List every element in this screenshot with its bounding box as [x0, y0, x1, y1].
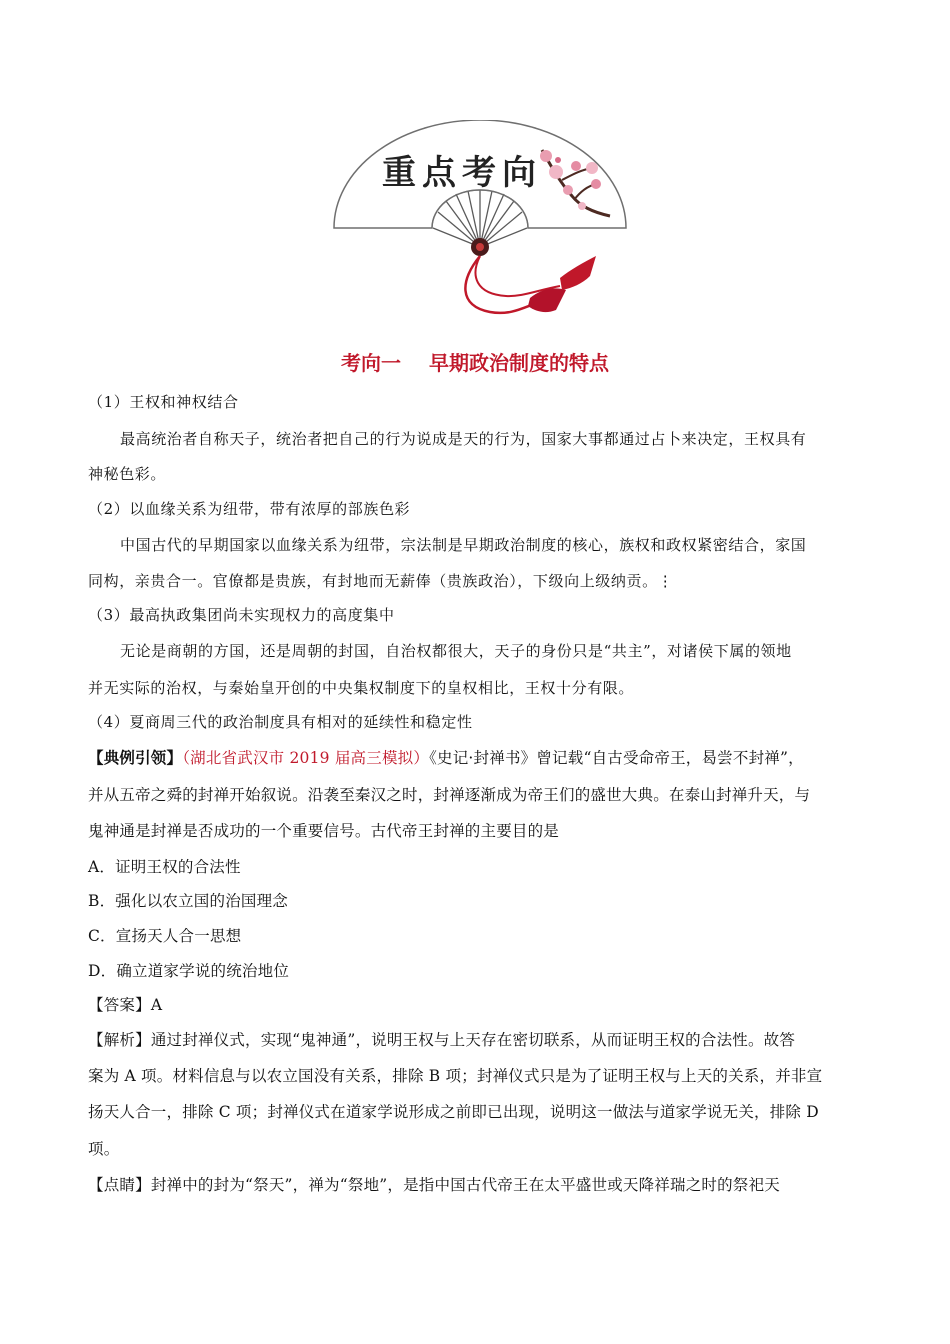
point-2-text-line: 同构，亲贵合一。官僚都是贵族，有封地而无薪俸（贵族政治），下级向上级纳贡。⋮: [88, 572, 674, 590]
tassel-icon: [465, 256, 596, 313]
option-d: D．确立道家学说的统治地位: [88, 962, 290, 980]
note-tag: 【点睛】: [88, 1176, 151, 1194]
section-title-number: 考向一: [341, 351, 401, 375]
answer-tag: 【答案】: [88, 996, 151, 1014]
point-1-text-line: 神秘色彩。: [88, 465, 167, 483]
fan-banner-illustration: [330, 120, 630, 330]
banner-title: 重点考向: [382, 153, 542, 193]
answer-line: [88, 994, 878, 1016]
analysis-text-line: 扬天人合一，排除 C 项；封禅仪式在道家学说形成之前即已出现，说明这一做法与道家学说无关，排除 D: [88, 1103, 819, 1121]
point-3-text-line: 并无实际的治权，与秦始皇开创的中央集权制度下的皇权相比，王权十分有限。: [88, 679, 635, 697]
answer-value: A: [150, 996, 163, 1014]
analysis-text: 通过封禅仪式，实现“鬼神通”，说明王权与上天存在密切联系，从而证明王权的合法性。故答: [150, 1031, 796, 1049]
option-a: A．证明王权的合法性: [88, 858, 241, 876]
example-tag: 【典例引领】: [88, 748, 183, 767]
note-text: 封禅中的封为“祭天”，禅为“祭地”，是指中国古代帝王在太平盛世或天降祥瑞之时的祭祀天: [150, 1176, 780, 1194]
point-4-heading: （4）夏商周三代的政治制度具有相对的延续性和稳定性: [88, 713, 473, 731]
analysis-tag: 【解析】: [88, 1031, 151, 1049]
example-line: [88, 747, 878, 769]
point-2-text-line: 中国古代的早期国家以血缘关系为纽带，宗法制是早期政治制度的核心，族权和政权紧密结合，家国: [120, 536, 807, 554]
analysis-line: [88, 1029, 878, 1051]
point-3-text-line: 无论是商朝的方国，还是周朝的封国，自治权都很大，天子的身份只是“共主”，对诸侯下属的领地: [120, 642, 792, 660]
example-text-line: 鬼神通是封禅是否成功的一个重要信号。古代帝王封禅的主要目的是: [88, 822, 560, 840]
analysis-text-line: 案为 A 项。材料信息与以农立国没有关系，排除 B 项；封禅仪式只是为了证明王权与上天的关系，并非宣: [88, 1067, 823, 1085]
section-title-text: 早期政治制度的特点: [429, 351, 609, 375]
point-2-heading: （2）以血缘关系为纽带，带有浓厚的部族色彩: [88, 500, 411, 518]
section-title: [0, 349, 950, 377]
option-b: B．强化以农立国的治国理念: [88, 892, 288, 910]
point-3-heading: （3）最高执政集团尚未实现权力的高度集中: [88, 606, 395, 624]
option-c: C．宣扬天人合一思想: [88, 927, 242, 945]
analysis-text-line: 项。: [88, 1140, 120, 1158]
point-1-text-line: 最高统治者自称天子，统治者把自己的行为说成是天的行为，国家大事都通过占卜来决定，王权具有: [120, 430, 807, 448]
example-source: （湖北省武汉市 2019 届高三模拟）: [182, 749, 430, 767]
note-line: [88, 1174, 878, 1196]
point-1-heading: （1）王权和神权结合: [88, 393, 239, 411]
example-text-line: 并从五帝之舜的封禅开始叙说。沿袭至秦汉之时，封禅逐渐成为帝王们的盛世大典。在泰山封禅升天，与: [88, 786, 811, 804]
example-text: 《史记·封禅书》曾记载“自古受命帝王，曷尝不封禅”，: [429, 749, 804, 767]
